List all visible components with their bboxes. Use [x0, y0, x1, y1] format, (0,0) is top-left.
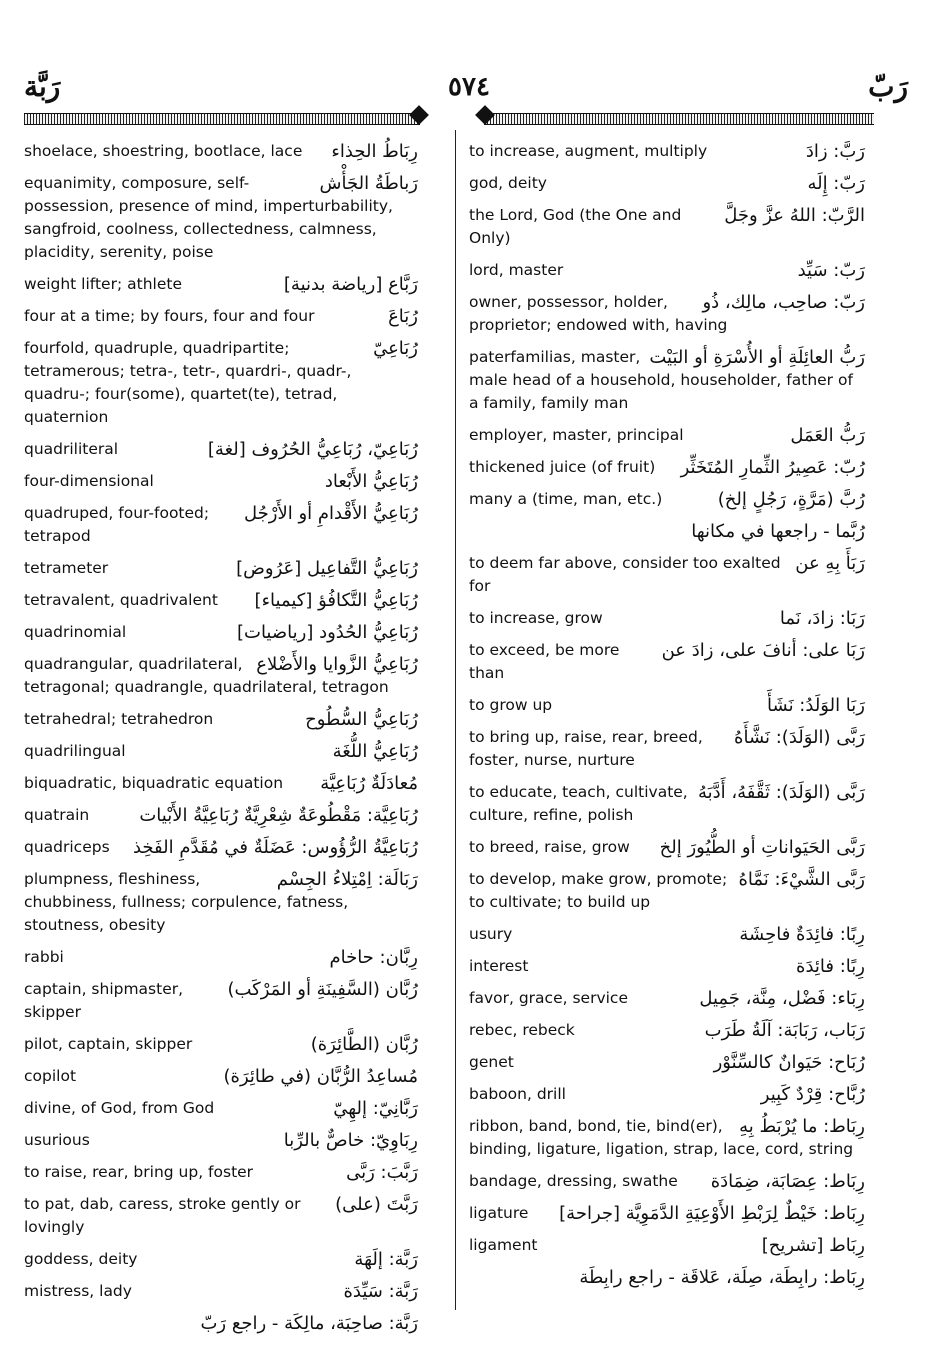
entry-english: usurious	[24, 1131, 90, 1149]
entry-arabic: رَبَّى الحَيَواناتِ أو الطُّيُورَ إلخ	[654, 836, 865, 859]
entry-arabic: رَبَّى الشَّيْءَ: نَمَّاهُ	[732, 868, 865, 891]
entry-english: biquadratic, biquadratic equation	[24, 774, 284, 792]
entry-english: quadrangular, quadrilateral, tetragonal; quadrangle, quadrilateral, tetragon	[24, 655, 389, 696]
dictionary-entry	[469, 781, 865, 827]
dictionary-entry	[24, 1280, 418, 1303]
entry-arabic: رِبَاط: خَيْطٌ لِرَبْطِ الأَوْعِيَةِ الدَّمَوِيَّة [جراحة]	[553, 1202, 865, 1225]
entry-english: divine, of God, from God	[24, 1099, 215, 1117]
entry-english: to pat, dab, caress, stroke gently or lovingly	[24, 1195, 301, 1236]
entry-arabic: رَباطَةُ الجَأْش	[314, 172, 418, 195]
dictionary-entry	[469, 424, 865, 447]
entry-english: to develop, make grow, promote; to cultivate; to build up	[469, 870, 728, 911]
entry-english: goddess, deity	[24, 1250, 138, 1268]
entry-english: employer, master, principal	[469, 426, 684, 444]
entry-english: to increase, grow	[469, 609, 603, 627]
entry-arabic: رِبَّان: حاخام	[323, 946, 418, 969]
entry-english: copilot	[24, 1067, 77, 1085]
entry-arabic: رُبَّاح: قِرْدٌ كَبِير	[755, 1083, 865, 1106]
entry-arabic: رَبُّ العائِلَةِ أو الأُسْرَةِ أو البَيْت	[643, 346, 865, 369]
dictionary-entry	[469, 1202, 865, 1225]
entry-english: ribbon, band, bond, tie, bind(er), binding, ligature, ligation, strap, lace, cord, string	[469, 1117, 854, 1158]
entry-arabic: رِبَاط: ما يُرْبَطُ بِهِ	[733, 1115, 865, 1138]
entry-arabic: رَبَّى (الوَلَدَ): ثَقَّفَهُ، أَدَّبَهُ	[692, 781, 865, 804]
entry-arabic: رَبّ: سَيِّد	[792, 259, 865, 282]
dictionary-entry	[469, 1170, 865, 1193]
column-divider	[455, 130, 456, 1310]
entry-english: tetravalent, quadrivalent	[24, 591, 218, 609]
dictionary-entry	[24, 772, 418, 795]
dictionary-entry	[24, 804, 418, 827]
entry-arabic: رُبَّان (الطَّائِرَة)	[305, 1033, 418, 1056]
entry-english: quatrain	[24, 806, 90, 824]
entry-arabic: رُبَاعِيُّ اللُّغَة	[327, 740, 418, 763]
dictionary-entry	[469, 456, 865, 479]
entry-english: four at a time; by fours, four and four	[24, 307, 315, 325]
entry-arabic: رُبَاح: حَيَوانٌ كالسِّنَّوْر	[708, 1051, 865, 1074]
dictionary-entry	[24, 1248, 418, 1271]
dictionary-entry	[24, 589, 418, 612]
header-rule-left	[24, 113, 420, 125]
dictionary-entry	[469, 346, 865, 415]
dictionary-entry	[469, 140, 865, 163]
entry-arabic: مُساعِدُ الرُّبَّان (في طائِرَة)	[217, 1065, 418, 1088]
entry-arabic: رُبَاعِيُّ الأَبْعاد	[319, 470, 418, 493]
entry-arabic: رُبَاعِيّ، رُبَاعِيُّ الحُرُوف [لغة]	[202, 438, 418, 461]
entry-arabic: رُبَّان (السَّفِينَةِ أو المَرْكَب)	[221, 978, 418, 1001]
dictionary-entry	[24, 1161, 418, 1184]
entry-arabic: رُبَاعِيُّ الحُدُود [رياضيات]	[231, 621, 418, 644]
entry-english: ligature	[469, 1204, 529, 1222]
entry-english: bandage, dressing, swathe	[469, 1172, 678, 1190]
header-rule-right	[484, 113, 874, 125]
dictionary-entry	[24, 273, 418, 296]
entry-arabic: رِبَاطُ الحِذاء	[325, 140, 418, 163]
entry-english: many a (time, man, etc.)	[469, 490, 663, 508]
dictionary-entry	[469, 923, 865, 946]
entry-arabic: رُبَاعِيُّ الزَّوايا والأَضْلاع	[250, 653, 418, 676]
dictionary-entry	[24, 1129, 418, 1152]
entry-arabic: رَبَالَة: اِمْتِلاءُ الجِسْم	[271, 868, 418, 891]
entry-arabic: مُعادَلَةٌ رُبَاعِيَّة	[314, 772, 418, 795]
entry-arabic: رَبَّاع [رياضة بدنية]	[278, 273, 418, 296]
entry-english: usury	[469, 925, 513, 943]
entry-english: quadriceps	[24, 838, 110, 856]
entry-arabic: رَبَّة: إلَهَة	[348, 1248, 418, 1271]
dictionary-entry	[469, 172, 865, 195]
entry-english: paterfamilias, master, male head of a household, householder, father of a family, family man	[469, 348, 853, 412]
entry-arabic: رُبَاعِيُّ التَّكافُؤ [كيمياء]	[249, 589, 418, 612]
entry-english: interest	[469, 957, 529, 975]
entry-arabic: رُبَاعِيُّ الأَقْدامِ أو الأَرْجُل	[238, 502, 418, 525]
dictionary-entry	[24, 1312, 418, 1335]
entry-english: captain, shipmaster, skipper	[24, 980, 184, 1021]
entry-arabic: رِبَاط: رابِطَة، صِلَة، عَلاقَة - راجع رابِطَة	[469, 1266, 865, 1289]
entry-arabic: رَبَأَ بِهِ عن	[789, 552, 865, 575]
dictionary-entry	[469, 291, 865, 337]
entry-english: lord, master	[469, 261, 564, 279]
header-right-word: رَبّ	[868, 70, 908, 103]
dictionary-entry	[24, 653, 418, 699]
dictionary-entry	[24, 708, 418, 731]
entry-english: four-dimensional	[24, 472, 154, 490]
entry-arabic: الرَّبّ: اللهُ عزَّ وجَلَّ	[718, 204, 865, 227]
entry-arabic: رَبَّة: سَيِّدَة	[337, 1280, 418, 1303]
entry-arabic: رُبَاعِيُّ التَّفاعِيل [عَرُوض]	[230, 557, 418, 580]
entry-english: to exceed, be more than	[469, 641, 620, 682]
dictionary-entry	[469, 259, 865, 282]
dictionary-entry	[24, 470, 418, 493]
dictionary-entry	[469, 1019, 865, 1042]
dictionary-entry	[24, 502, 418, 548]
entry-english: fourfold, quadruple, quadripartite; tetramerous; tetra-, tetr-, quardri-, quadr-, quadru-; four(some), quartet(te), tetrad, quaternion	[24, 339, 352, 426]
entry-arabic: رَبَاب، رَبَابَة: آلَةُ طَرَب	[699, 1019, 865, 1042]
dictionary-entry	[469, 836, 865, 859]
entry-english: equanimity, composure, self-possession, presence of mind, imperturbability, sangfroid, coolness, collectedness, calmness, placidity, serenity, poise	[24, 174, 393, 261]
dictionary-entry	[469, 1234, 865, 1257]
entry-english: ligament	[469, 1236, 538, 1254]
dictionary-entry	[24, 946, 418, 969]
dictionary-entry	[24, 836, 418, 859]
entry-arabic: رِبًا: فائِدَةٌ فاحِشَة	[733, 923, 865, 946]
dictionary-entry	[24, 305, 418, 328]
dictionary-entry	[469, 639, 865, 685]
entry-arabic: رَبَّى (الوَلَدَ): نَشَّأَهُ	[728, 726, 865, 749]
entry-arabic: رِبًا: فائِدَة	[790, 955, 865, 978]
entry-arabic: رَبَا: زادَ، نَما	[774, 607, 865, 630]
entry-arabic: رُبّ: عَصِيرُ الثِّمارِ المُتَخَثِّر	[675, 456, 865, 479]
entry-arabic: رُبَاعِيّ	[367, 337, 418, 360]
entry-english: favor, grace, service	[469, 989, 628, 1007]
entry-english: to increase, augment, multiply	[469, 142, 708, 160]
entry-english: shoelace, shoestring, bootlace, lace	[24, 142, 303, 160]
page-number: ٥٧٤	[448, 72, 490, 102]
entry-arabic: رُبَاعَ	[382, 305, 418, 328]
entry-english: quadriliteral	[24, 440, 119, 458]
dictionary-entry	[469, 1051, 865, 1074]
entry-arabic: رَبَّتَ (على)	[329, 1193, 418, 1216]
entry-arabic: رَبَّ: زادَ	[800, 140, 865, 163]
entry-english: to deem far above, consider too exalted for	[469, 554, 781, 595]
entry-english: rabbi	[24, 948, 64, 966]
entry-arabic: رَبَا الوَلَدُ: نَشَأَ	[761, 694, 865, 717]
entry-english: thickened juice (of fruit)	[469, 458, 656, 476]
dictionary-entry	[24, 1193, 418, 1239]
entry-arabic: رُبَاعِيَّة: مَقْطُوعَةٌ شِعْرِيَّةٌ رُبَاعِيَّةُ الأَبْيات	[133, 804, 418, 827]
entry-arabic: رِبَاط [تشريح]	[756, 1234, 865, 1257]
entry-arabic: رِبَاط: عِصَابَة، ضِمَادَة	[705, 1170, 865, 1193]
entry-english: tetrameter	[24, 559, 109, 577]
entry-english: genet	[469, 1053, 514, 1071]
dictionary-entry	[469, 607, 865, 630]
dictionary-entry	[469, 520, 865, 543]
entry-arabic: رِبَاوِيّ: خاصٌّ بالرِّبا	[278, 1129, 418, 1152]
dictionary-entry	[24, 1033, 418, 1056]
dictionary-entry	[24, 337, 418, 429]
dictionary-entry	[469, 204, 865, 250]
entry-arabic: رَبّ: إِلَه	[801, 172, 865, 195]
right-column	[469, 140, 865, 1298]
entry-arabic: رَبَا على: أنافَ على، زادَ عن	[656, 639, 865, 662]
entry-english: weight lifter; athlete	[24, 275, 182, 293]
entry-english: owner, possessor, holder, proprietor; endowed with, having	[469, 293, 728, 334]
entry-arabic: رَبُّ العَمَل	[784, 424, 865, 447]
entry-english: plumpness, fleshiness, chubbiness, fullness; corpulence, fatness, stoutness, obesity	[24, 870, 349, 934]
entry-english: to grow up	[469, 696, 553, 714]
entry-english: to breed, raise, grow	[469, 838, 630, 856]
entry-arabic: رُبَاعِيَّةُ الرُّؤُوس: عَضَلَةٌ في مُقَدَّمِ الفَخِذ	[127, 836, 418, 859]
entry-arabic: رَبَّانِيّ: إلهِيّ	[327, 1097, 418, 1120]
dictionary-entry	[469, 694, 865, 717]
entry-arabic: رَبَّة: صاحِبَة، مالِكَة - راجع رَبّ	[24, 1312, 418, 1335]
dictionary-entry	[24, 621, 418, 644]
entry-arabic: رُبَّما - راجعها في مكانها	[469, 520, 865, 543]
entry-english: quadruped, four-footed; tetrapod	[24, 504, 210, 545]
entry-english: god, deity	[469, 174, 547, 192]
dictionary-entry	[469, 726, 865, 772]
dictionary-entry	[469, 868, 865, 914]
entry-arabic: رَبَّبَ: رَبَّى	[340, 1161, 418, 1184]
entry-arabic: رُبَاعِيُّ السُّطُوح	[299, 708, 418, 731]
dictionary-entry	[24, 1065, 418, 1088]
dictionary-entry	[469, 1115, 865, 1161]
dictionary-entry	[469, 552, 865, 598]
dictionary-entry	[24, 438, 418, 461]
dictionary-entry	[469, 955, 865, 978]
entry-arabic: رُبَّ (مَرَّةٍ، رَجُلٍ إلخ)	[712, 488, 865, 511]
dictionary-entry	[24, 140, 418, 163]
dictionary-entry	[24, 868, 418, 937]
entry-english: quadrinomial	[24, 623, 127, 641]
entry-english: to raise, rear, bring up, foster	[24, 1163, 254, 1181]
dictionary-entry	[24, 978, 418, 1024]
dictionary-entry	[469, 488, 865, 511]
entry-english: to educate, teach, cultivate, culture, refine, polish	[469, 783, 688, 824]
dictionary-entry	[469, 1266, 865, 1289]
dictionary-entry	[24, 172, 418, 264]
entry-english: quadrilingual	[24, 742, 126, 760]
dictionary-entry	[469, 987, 865, 1010]
entry-english: mistress, lady	[24, 1282, 132, 1300]
dictionary-entry	[469, 1083, 865, 1106]
entry-english: to bring up, raise, rear, breed, foster, nurse, nurture	[469, 728, 703, 769]
entry-arabic: رِبَاء: فَضْل، مِنَّة، جَمِيل	[693, 987, 865, 1010]
entry-arabic: رَبّ: صاحِب، مالِك، ذُو	[696, 291, 865, 314]
left-column	[24, 140, 418, 1344]
entry-english: rebec, rebeck	[469, 1021, 575, 1039]
entry-english: the Lord, God (the One and Only)	[469, 206, 682, 247]
dictionary-entry	[24, 557, 418, 580]
entry-english: baboon, drill	[469, 1085, 566, 1103]
entry-english: pilot, captain, skipper	[24, 1035, 193, 1053]
dictionary-entry	[24, 740, 418, 763]
header-left-word: رَبَّة	[24, 70, 61, 103]
entry-english: tetrahedral; tetrahedron	[24, 710, 214, 728]
dictionary-entry	[24, 1097, 418, 1120]
